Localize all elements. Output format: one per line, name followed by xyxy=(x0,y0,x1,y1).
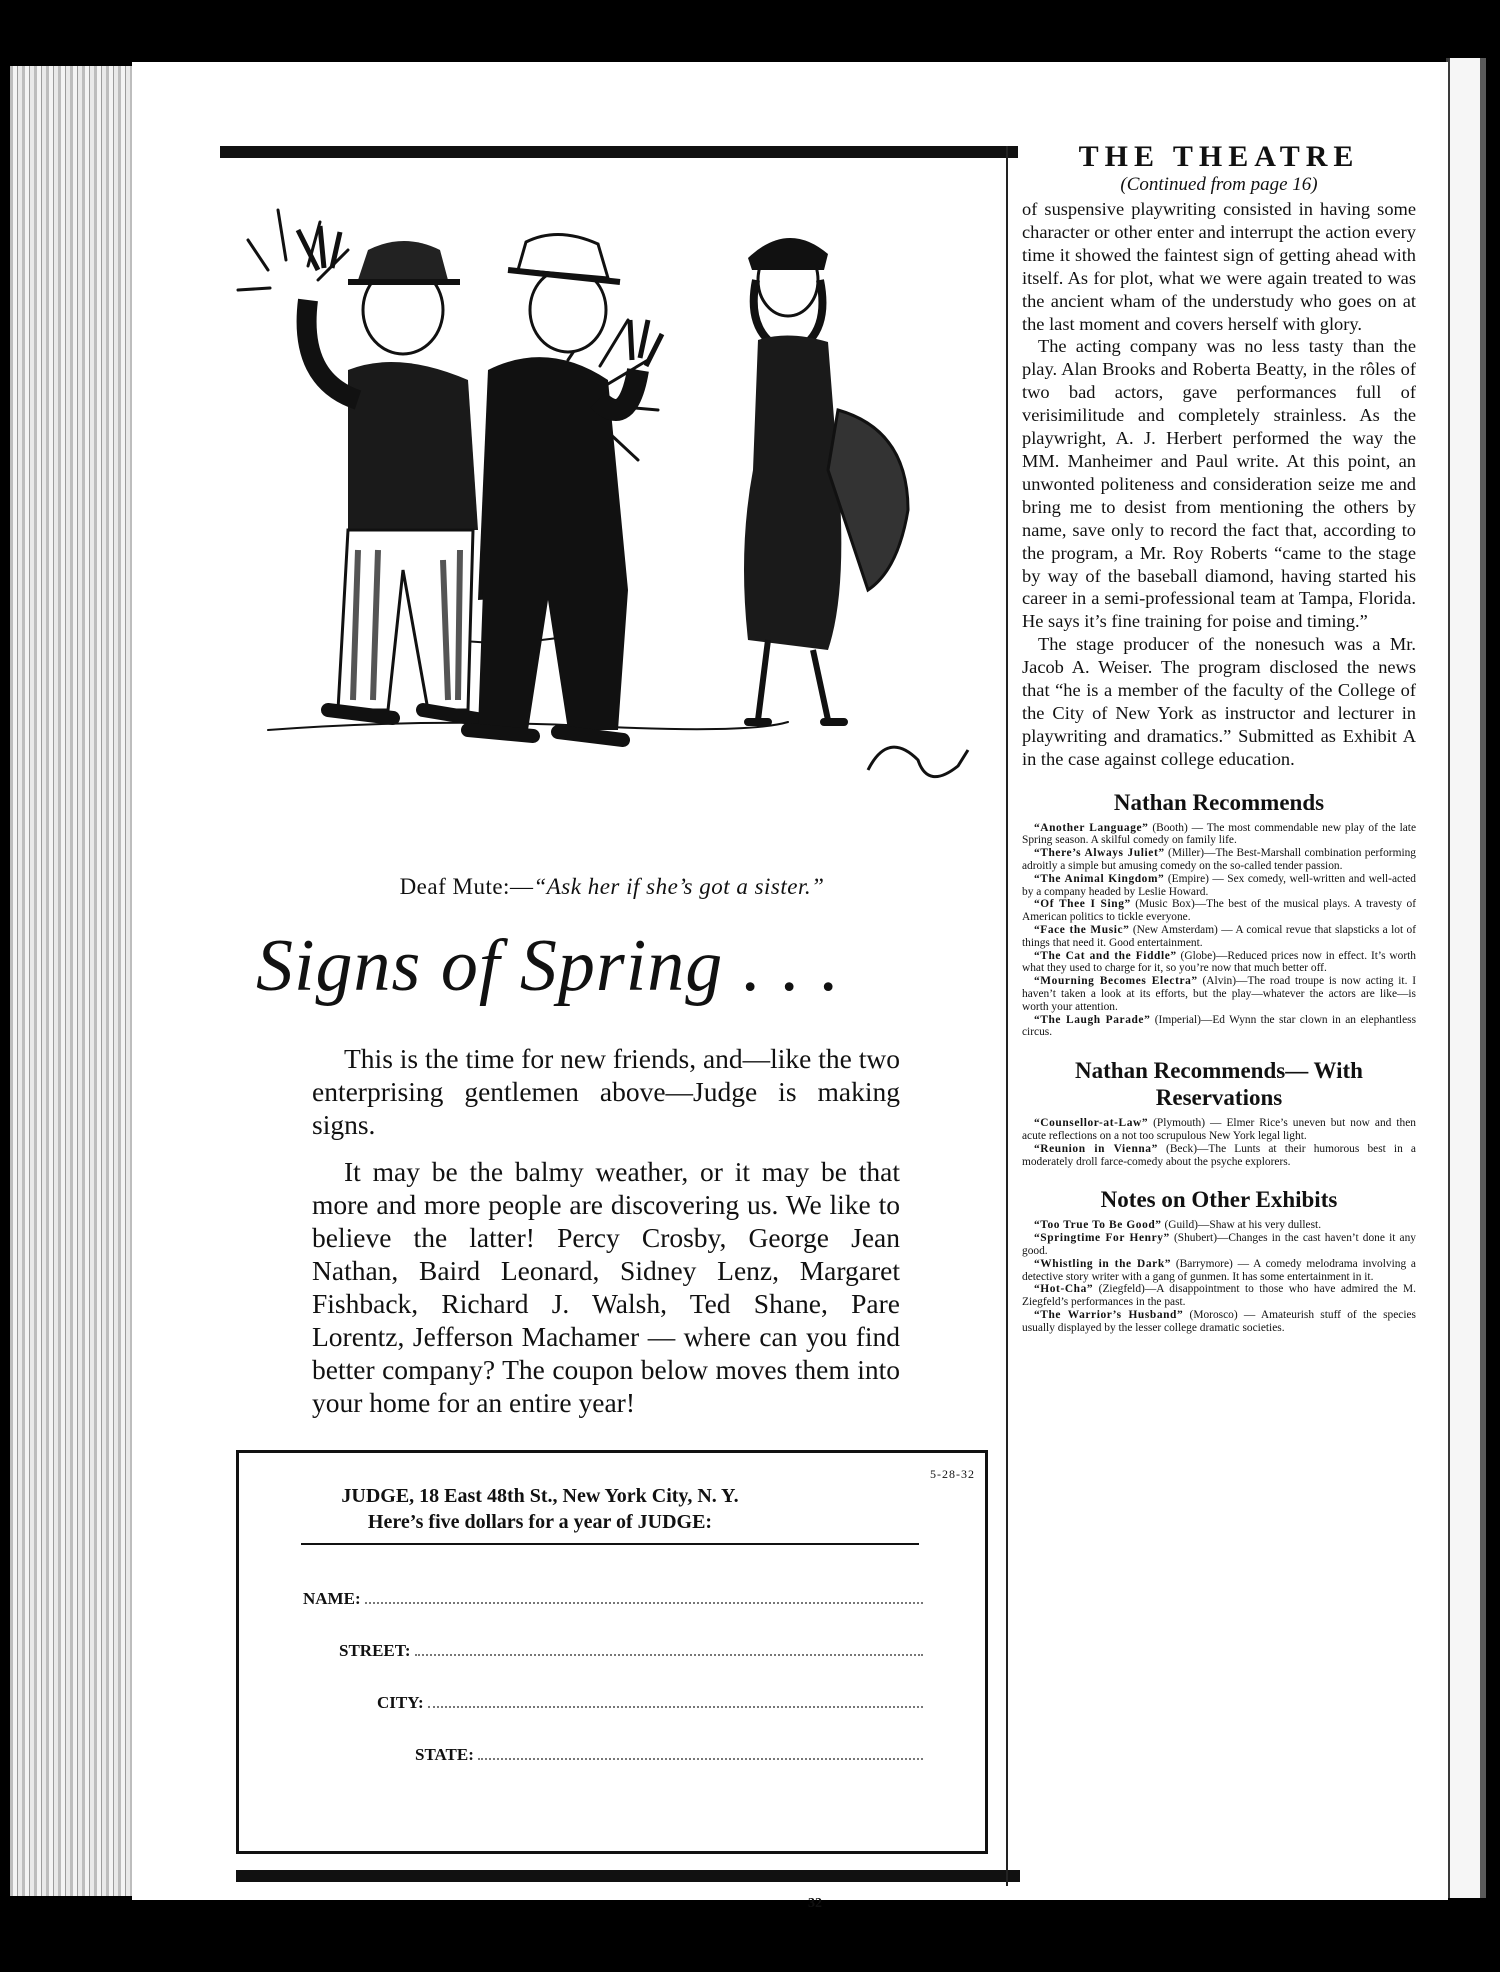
street-line[interactable] xyxy=(415,1654,924,1656)
play-title: “Reunion in Vienna” xyxy=(1034,1142,1158,1155)
cartoon-man-middle xyxy=(468,234,662,740)
play-note: (Beck)—The Lunts at their humorous best in a moderately droll farce-comedy about the psyche explorers. xyxy=(1022,1142,1416,1168)
list-item xyxy=(1022,1283,1416,1309)
book-page-edges-left xyxy=(10,66,140,1896)
coupon-address xyxy=(239,1483,841,1535)
play-note: (Music Box)—The best of the musical plays. A travesty of American politics to tickle everyone. xyxy=(1022,898,1416,924)
state-line[interactable] xyxy=(478,1758,923,1760)
coupon-offer-line: Here’s five dollars for a year of JUDGE: xyxy=(367,1511,713,1533)
list-item xyxy=(1022,1014,1416,1040)
play-note: (Guild)—Shaw at his very dullest. xyxy=(1161,1219,1322,1232)
play-title: “Another Language” xyxy=(1034,821,1149,834)
cartoon-woman xyxy=(744,238,908,722)
cartoon-man-left xyxy=(298,226,483,720)
city-line[interactable] xyxy=(428,1706,923,1708)
play-note: (Miller)—The Best-Marshall combination performing adroitly a simple but amusing comedy on the so-called tender passion. xyxy=(1022,847,1417,873)
play-title: “Face the Music” xyxy=(1034,924,1130,937)
article-paragraph: of suspensive playwriting consisted in having some character or other enter and interrupt the action every time it showed the faintest sign of getting ahead with itself. As for plot, what we were again treated to was the ancient wham of the understudy who goes on at the last moment and covers herself with glory. xyxy=(1022,199,1416,334)
play-title: “Hot-Cha” xyxy=(1034,1283,1094,1296)
recommends-list xyxy=(1022,822,1416,1040)
list-item xyxy=(1022,1143,1416,1169)
play-note: (Globe)—Reduced prices now in effect. It’s worth what they used to charge for it, so you’re now that much better off. xyxy=(1022,949,1416,975)
play-title: “Too True To Be Good” xyxy=(1034,1219,1162,1232)
play-note: (Alvin)—The road troupe is now acting it. I haven’t taken a look at its efforts, but the play—whatever the actors are like—is worth your attention. xyxy=(1022,975,1416,1013)
recommends-heading: Nathan Recommends xyxy=(1113,789,1325,815)
continued-note: (Continued from page 16) xyxy=(1120,174,1318,195)
play-note: (Booth) — The most commendable new play of the late Spring season. A skilful comedy on family life. xyxy=(1022,821,1417,847)
ad-body xyxy=(312,1042,900,1433)
coupon-date-code: 5-28-32 xyxy=(930,1467,975,1481)
book-page-edge-right xyxy=(1446,58,1486,1898)
magazine-page xyxy=(132,62,1448,1911)
list-item xyxy=(1022,1309,1416,1335)
play-title: “Whistling in the Dark” xyxy=(1034,1257,1172,1270)
play-note: (Plymouth) — Elmer Rice’s uneven but now and then acute reflections on a not too scrupulous New York legal light. xyxy=(1022,1117,1416,1142)
cartoon-caption xyxy=(132,874,1092,900)
play-title: “The Cat and the Fiddle” xyxy=(1034,949,1177,962)
list-item xyxy=(1022,898,1416,924)
theatre-column xyxy=(1022,140,1416,1335)
play-note: (Shubert)—Changes in the cast haven’t done it any good. xyxy=(1022,1232,1416,1257)
list-item xyxy=(1022,975,1416,1013)
play-title: “Counsellor-at-Law” xyxy=(1034,1117,1149,1130)
list-item xyxy=(1022,1219,1416,1232)
list-item xyxy=(1022,950,1416,976)
list-item xyxy=(1022,1117,1416,1143)
article-paragraph: The acting company was no less tasty than the play. Alan Brooks and Roberta Beatty, in the rôles of two bad actors, gave performances full of verisimilitude and completely strainless. As the playwright, A. J. Herbert performed the way the MM. Manheimer and Paul write. At this point, an unwonted politeness and consideration seize me and bring me to desist from mentioning the others by name, save only to record the fact that, according to the program, a Mr. Roy Roberts “came to the stage by way of the baseball diamond, having started his career in a semi-professional team at Tampa, Florida. He says it’s fine training for poise and timing.” xyxy=(1022,336,1416,632)
play-title: “The Laugh Parade” xyxy=(1034,1013,1151,1026)
name-field[interactable] xyxy=(303,1585,923,1609)
street-field[interactable] xyxy=(339,1637,923,1661)
list-item xyxy=(1022,847,1416,873)
theatre-article xyxy=(1022,198,1416,771)
play-note: (New Amsterdam) — A comical revue that slapsticks a lot of things that need it. Good entertainment. xyxy=(1022,924,1417,949)
play-note: (Barrymore) — A comedy melodrama involving a detective story writer with a gang of gunmen. It has some entertainment in it. xyxy=(1022,1257,1416,1283)
ad-bottom-rule xyxy=(236,1870,1020,1882)
subscription-coupon xyxy=(236,1450,988,1854)
other-exhibits-list xyxy=(1022,1219,1416,1334)
name-label: NAME: xyxy=(303,1589,361,1608)
artist-signature xyxy=(868,747,968,777)
other-exhibits-heading: Notes on Other Exhibits xyxy=(1100,1187,1338,1213)
city-label: CITY: xyxy=(377,1693,424,1712)
list-item xyxy=(1022,822,1416,848)
state-field[interactable] xyxy=(415,1741,923,1765)
street-label: STREET: xyxy=(339,1641,411,1660)
list-item xyxy=(1022,924,1416,950)
page-number: 32 xyxy=(808,1896,822,1911)
play-title: “The Animal Kingdom” xyxy=(1034,872,1165,885)
play-title: “Of Thee I Sing” xyxy=(1034,898,1131,911)
state-label: STATE: xyxy=(415,1745,474,1764)
play-title: “There’s Always Juliet” xyxy=(1034,847,1165,860)
list-item xyxy=(1022,1258,1416,1284)
play-note: (Ziegfeld)—A disappointment to those who have admired the M. Ziegfeld’s performances in the past. xyxy=(1022,1283,1416,1309)
column-divider xyxy=(1006,146,1008,1886)
city-field[interactable] xyxy=(377,1689,923,1713)
reservations-list xyxy=(1022,1117,1416,1168)
play-note: (Empire) — Sex comedy, well-written and well-acted by a company headed by Leslie Howard. xyxy=(1022,872,1417,898)
ad-paragraph: This is the time for new friends, and—like the two enterprising gentlemen above—Judge is making signs. xyxy=(312,1043,900,1140)
ad-paragraph: It may be the balmy weather, or it may be that more and more people are discovering us. We like to believe the latter! Percy Crosby, George Jean Nathan, Baird Leonard, Sidney Lenz, Margaret Fishback, Richard J. Walsh, Ted Shane, Pare Lorentz, Jefferson Machamer — where can you find better company? The coupon below moves them into your home for an entire year! xyxy=(312,1156,900,1418)
play-note: (Morosco) — Amateurish stuff of the species usually displayed by the lesser college dramatic societies. xyxy=(1022,1308,1416,1334)
section-title: THE THEATRE xyxy=(1078,140,1360,173)
coupon-address-line: JUDGE, 18 East 48th St., New York City, N. Y. xyxy=(341,1485,739,1507)
list-item xyxy=(1022,873,1416,899)
ad-top-rule xyxy=(220,146,1018,158)
play-title: “Mourning Becomes Electra” xyxy=(1034,975,1198,988)
play-title: “The Warrior’s Husband” xyxy=(1034,1308,1184,1321)
ad-headline: Signs of Spring . . . xyxy=(256,925,841,1007)
cartoon-illustration xyxy=(228,170,988,850)
article-paragraph: The stage producer of the nonesuch was a Mr. Jacob A. Weiser. The program disclosed the news that “he is a member of the faculty of the College of the City of New York as instructor and lecturer in playwriting and dramatics.” Submitted as Exhibit A in the case against college education. xyxy=(1022,634,1416,769)
name-line[interactable] xyxy=(365,1602,923,1604)
caption-quote: “Ask her if she’s got a sister.” xyxy=(533,874,825,899)
caption-speaker: Deaf Mute:— xyxy=(399,874,534,899)
reservations-heading: Nathan Recommends— With Reservations xyxy=(1075,1058,1363,1111)
list-item xyxy=(1022,1232,1416,1258)
coupon-rule xyxy=(301,1543,919,1545)
play-title: “Springtime For Henry” xyxy=(1034,1232,1170,1245)
play-note: (Imperial)—Ed Wynn the star clown in an elephantless circus. xyxy=(1022,1013,1417,1039)
